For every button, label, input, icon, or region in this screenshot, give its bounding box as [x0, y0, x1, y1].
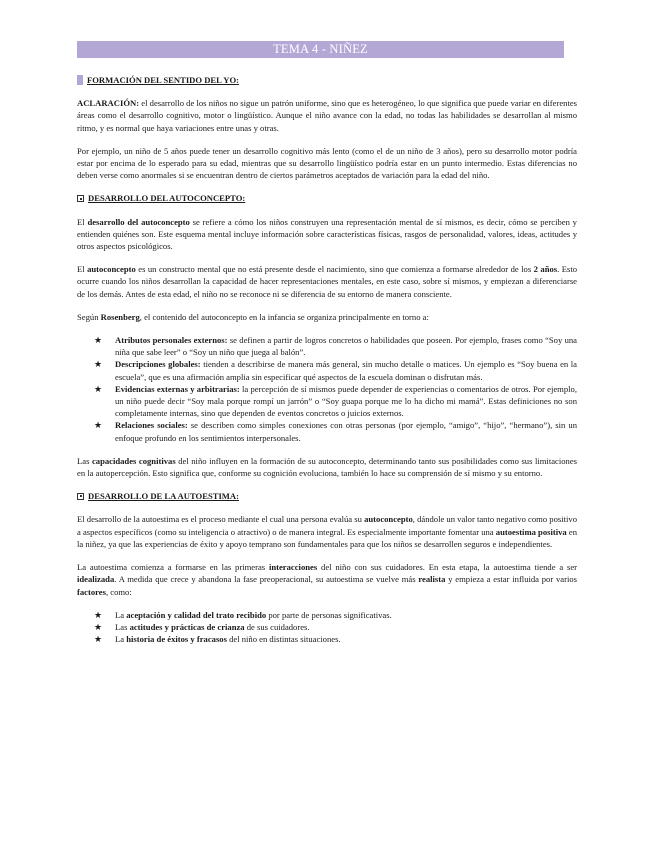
heading-colon: :: [242, 193, 246, 204]
list-item: [77, 383, 577, 420]
star-icon: ★: [94, 621, 103, 632]
bold-term: Evidencias externas y arbitrarias:: [115, 383, 240, 394]
bullet-list-factores: [77, 609, 577, 646]
star-icon: ★: [94, 634, 103, 645]
text: . A medida que crece y abandona la fase preoperacional, su autoestima se vuelve más: [114, 574, 419, 585]
text: tienden a describirse de manera más general, sin mucho detalle o matices. Un ejemplo es “Soy buena en la escuela”, que es una afirmación amplia sin especificar qué aspectos de la escuela dominan o disfrutan más.: [115, 359, 577, 382]
text: del niño en distintas situaciones.: [226, 634, 341, 645]
text: La: [115, 609, 127, 620]
bullet-list-rosenberg: [77, 334, 577, 444]
bold-term: Relaciones sociales:: [115, 420, 188, 431]
document-body: [77, 74, 577, 656]
list-item: [77, 358, 577, 382]
text: se describen como simples conexiones con otras personas (por ejemplo, “amigo”, “hijo”, “hermano”), sin un enfoque profundo en los sentimientos interpersonales.: [115, 420, 577, 443]
text: , dándole un valor tanto negativo como positivo a aspectos específicos (como su inteligencia o atractivo) o de manera integral. Es especialmente importante fomentar una: [77, 514, 577, 537]
checkbox-icon: [77, 493, 84, 500]
text: . Esto ocurre cuando los niños desarrollan la capacidad de hacer representaciones mentales, en este caso, sobre sí mismos, y empiezan a diferenciarse de los demás. Antes de esta edad, el niño no se reconoce ni se diferencia de su entorno de manera consciente.: [77, 264, 578, 299]
bold-term: idealizada: [77, 574, 115, 585]
section-heading-autoestima: [77, 490, 577, 502]
star-icon: ★: [94, 609, 103, 620]
text: se refiere a cómo los niños construyen una representación mental de sí mismos, es decir, cómo se perciben y entienden quiénes son. Este esquema mental incluye información sobre características físicas, rasgos de personalidad, valores, ideas, actitudes y otros aspectos psicológicos.: [77, 216, 577, 252]
section-heading-text: DESARROLLO DEL AUTOCONCEPTO: [88, 193, 243, 204]
section-heading-text: FORMACIÓN DEL SENTIDO DEL YO: [87, 75, 237, 85]
checkbox-icon: [77, 195, 84, 202]
star-icon: ★: [94, 335, 103, 346]
list-item: [77, 419, 577, 443]
bold-term: Atributos personales externos:: [115, 335, 228, 346]
text: El: [77, 264, 88, 275]
bold-term: ACLARACIÓN:: [77, 98, 140, 109]
text: en la niñez, ya que las experiencias de éxito y apoyo temprano son fundamentales para que los niños se desarrollen seguros e independientes.: [77, 526, 577, 549]
list-item: [77, 334, 577, 358]
text: es un constructo mental que no está presente desde el nacimiento, sino que comienza a formarse alrededor de los: [135, 264, 534, 275]
bold-term: autoconcepto: [364, 514, 413, 525]
bold-term: capacidades cognitivas: [91, 455, 176, 466]
text: El: [77, 216, 88, 227]
text: Las: [115, 621, 130, 632]
bold-term: 2 años: [533, 264, 558, 275]
text: y empieza a estar influida por varios: [445, 574, 577, 585]
paragraph-text: el desarrollo de los niños no sigue un patrón uniforme, sino que es heterogéneo, lo que significa que puede variar en diferentes áreas como el desarrollo cognitivo, motor o lingüístico. Aunque el niño avance con la edad, no todas las habilidades se desarrollan al mismo ritmo, y es normal que haya variaciones entre unas y otras.: [77, 98, 577, 133]
text: El desarrollo de la autoestima es el proceso mediante el cual una persona evalúa su: [77, 514, 365, 525]
text: se definen a partir de logros concretos o habilidades que poseen. Por ejemplo, frases como “Soy una niña que sabe leer” o “Soy un niño que juega al balón”.: [115, 335, 577, 358]
text: por parte de personas significativas.: [266, 609, 392, 620]
paragraph: [77, 561, 577, 598]
paragraph: [77, 97, 577, 134]
bold-term: Rosenberg: [100, 311, 140, 322]
section-heading-autoconcepto: [77, 192, 577, 204]
bold-term: actitudes y prácticas de crianza: [129, 621, 245, 632]
text: la percepción de sí mismos puede depender de experiencias o comentarios de otros. Por ejemplo, un niño puede decir “Soy mala porque rompí un jarrón” o “Soy guapa porque me lo ha dicho mi mamá”. Estas definiciones no son completamente internas, sino que dependen de eventos concretos o juicios externos.: [115, 383, 577, 419]
text: , el contenido del autoconcepto en la infancia se organiza principalmente en torno a:: [139, 311, 429, 322]
list-item: [77, 609, 577, 621]
list-item: [77, 633, 577, 645]
paragraph: [77, 263, 577, 300]
bold-term: aceptación y calidad del trato recibido: [126, 609, 267, 620]
list-item: [77, 621, 577, 633]
section-heading-sentido-del-yo: [77, 74, 577, 86]
heading-colon: :: [236, 491, 239, 502]
text: La: [115, 634, 127, 645]
bold-term: interacciones: [268, 562, 318, 573]
bold-term: autoestima positiva: [495, 526, 567, 537]
text: del niño con sus cuidadores. En esta etapa, la autoestima tiende a ser: [317, 562, 578, 573]
star-icon: ★: [94, 420, 103, 431]
star-icon: ★: [94, 383, 103, 394]
text: de sus cuidadores.: [244, 621, 310, 632]
text: del niño influyen en la formación de su autoconcepto, determinando tanto sus posibilidades como sus limitaciones en la autopercepción. Esto significa que, conforme su cognición evoluciona, también lo hace su comprensión de sí mismo y su entorno.: [77, 455, 577, 479]
bold-term: desarrollo del autoconcepto: [87, 216, 190, 227]
bold-term: realista: [418, 574, 446, 585]
paragraph: Por ejemplo, un niño de 5 años puede tener un desarrollo cognitivo más lento (como el de un niño de 3 años), pero su desarrollo motor podría estar por encima de lo esperado para su edad, mientras que su desarrollo lingüístico podría estar en un punto intermedio. Estas diferencias no deben verse como anormales si se encuentran dentro de ciertos parámetros aceptados de variación para la edad del niño.: [77, 145, 577, 181]
text: Las: [77, 455, 92, 466]
paragraph: [77, 455, 577, 479]
heading-colon: :: [236, 75, 240, 85]
paragraph: [77, 513, 577, 550]
bold-term: autoconcepto: [87, 264, 136, 275]
star-icon: ★: [94, 359, 103, 370]
page-title: TEMA 4 - NIÑEZ: [77, 41, 564, 58]
paragraph: [77, 311, 577, 323]
text: La autoestima comienza a formarse en las primeras: [77, 562, 269, 573]
section-marker-icon: [77, 75, 83, 85]
paragraph: [77, 216, 577, 253]
text: , como:: [105, 586, 132, 597]
text: Según: [77, 311, 101, 322]
bold-term: factores: [77, 586, 106, 597]
section-heading-text: DESARROLLO DE LA AUTOESTIMA: [88, 491, 237, 502]
bold-term: historia de éxitos y fracasos: [126, 634, 227, 645]
bold-term: Descripciones globales:: [115, 359, 201, 370]
